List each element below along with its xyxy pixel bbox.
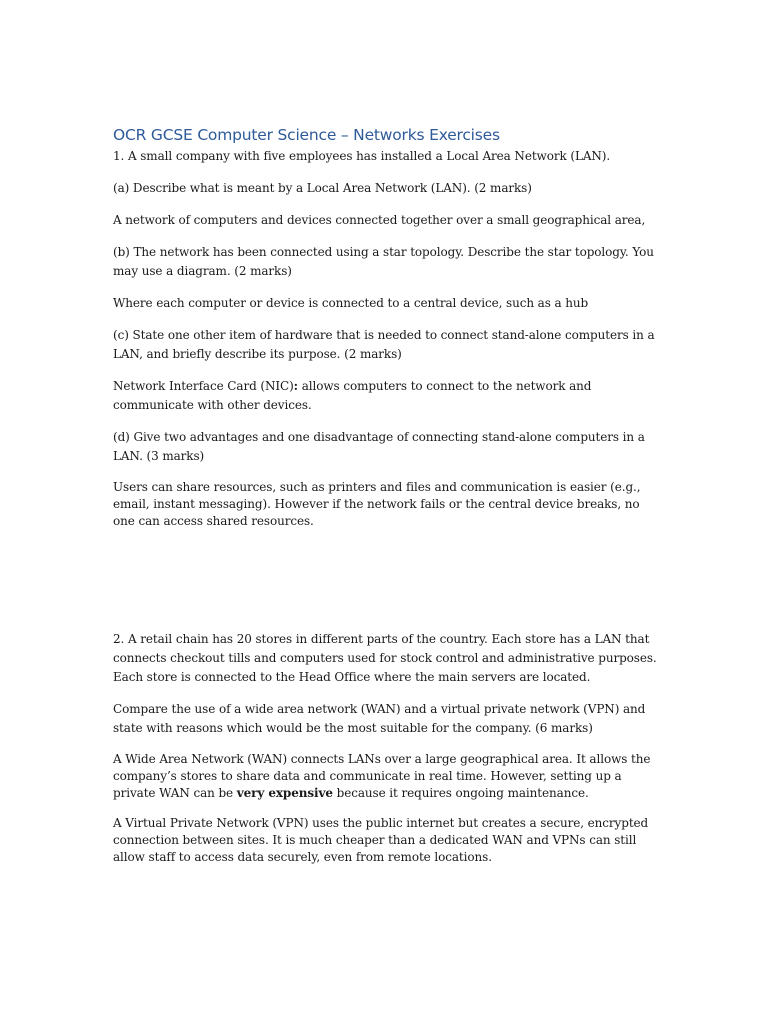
q2-question: Compare the use of a wide area network (WAN) and a virtual private network (VPN) and state with reasons which would be the most suitable for the company. (6 marks) xyxy=(113,702,646,735)
q1d-question: (d) Give two advantages and one disadvantage of connecting stand-alone computers in a LAN. (3 marks) xyxy=(113,430,645,463)
q1c-answer-term: Network Interface Card (NIC) xyxy=(113,379,294,393)
q1b-question: (b) The network has been connected using a star topology. Describe the star topology. You may use a diagram. (2 marks) xyxy=(113,245,654,278)
q2-wan-answer-start: A Wide Area Network (WAN) connects LANs over a large geographical area. It allows the company’s stores to share data and communicate in real time. However, setting up a private WAN can be xyxy=(113,752,651,800)
q1-intro: 1. A small company with five employees has installed a Local Area Network (LAN). xyxy=(113,149,611,163)
q1c-answer-text: allows computers to connect to the network and communicate with other devices. xyxy=(113,379,592,412)
blank-space xyxy=(113,543,658,630)
q2-intro: 2. A retail chain has 20 stores in different parts of the country. Each store has a LAN that connects checkout tills and computers used for stock control and administrative purposes. Each store is connected to the Head Office where the main servers are located. xyxy=(113,632,657,684)
q1b-answer: Where each computer or device is connected to a central device, such as a hub xyxy=(113,296,589,310)
q1a-answer: A network of computers and devices connected together over a small geographical area, xyxy=(113,213,646,227)
document-content xyxy=(113,124,658,879)
document-title: OCR GCSE Computer Science – Networks Exercises xyxy=(113,126,500,144)
q2-wan-answer-bold: very expensive xyxy=(236,786,333,800)
q2-wan-answer xyxy=(113,751,658,802)
q2-wan-answer-end: because it requires ongoing maintenance. xyxy=(332,786,589,800)
q1c-answer-colon: : xyxy=(293,379,299,393)
q1a-question: (a) Describe what is meant by a Local Area Network (LAN). (2 marks) xyxy=(113,181,532,195)
q2-vpn-answer: A Virtual Private Network (VPN) uses the public internet but creates a secure, encrypted connection between sites. It is much cheaper than a dedicated WAN and VPNs can still allow staff to access data securely, even from remote locations. xyxy=(113,816,649,864)
q1d-answer: Users can share resources, such as printers and files and communication is easier (e.g., email, instant messaging). However if the network fails or the central device breaks, no one can access shared resources. xyxy=(113,480,641,528)
q1c-question: (c) State one other item of hardware that is needed to connect stand-alone computers in a LAN, and briefly describe its purpose. (2 marks) xyxy=(113,328,655,361)
q1c-answer xyxy=(113,377,658,415)
